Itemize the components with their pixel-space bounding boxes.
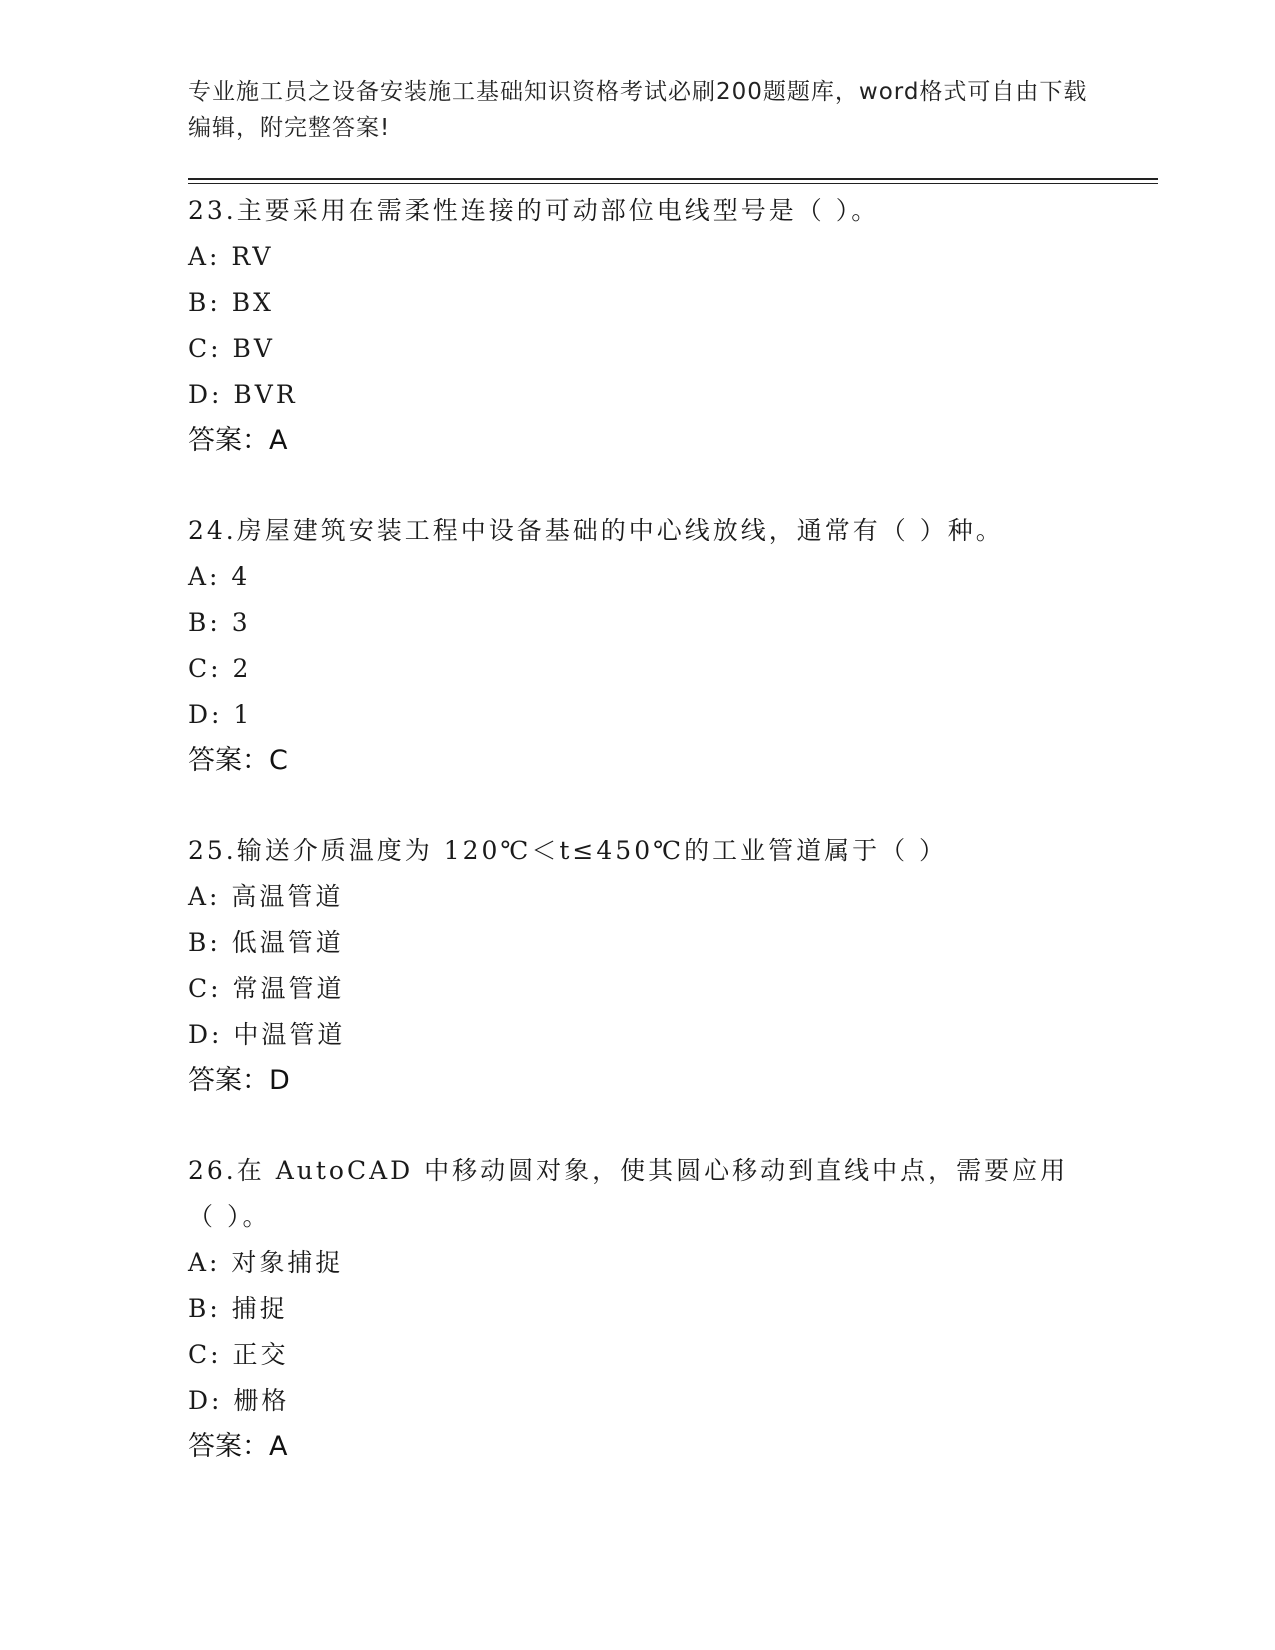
header-divider-thick bbox=[188, 178, 1158, 180]
answer-line: 答案：A bbox=[188, 425, 288, 456]
document-page bbox=[188, 0, 1158, 1650]
question-stem: 25.输送介质温度为 120℃＜t≤450℃的工业管道属于（ ） bbox=[188, 836, 948, 865]
option-d: D: 栅格 bbox=[188, 1386, 290, 1415]
document-header: 专业施工员之设备安装施工基础知识资格考试必刷200题题库，word格式可自由下载编辑，附完整答案! bbox=[188, 79, 1088, 141]
option-a: A: RV bbox=[188, 242, 274, 271]
option-a: A: 对象捕捉 bbox=[188, 1248, 344, 1277]
answer-line: 答案：A bbox=[188, 1431, 288, 1462]
answer-line: 答案：C bbox=[188, 745, 288, 776]
question-stem: 24.房屋建筑安装工程中设备基础的中心线放线，通常有（ ）种。 bbox=[188, 516, 1004, 545]
option-b: B: 3 bbox=[188, 608, 251, 637]
question-stem: 26.在 AutoCAD 中移动圆对象，使其圆心移动到直线中点，需要应用（ ）。 bbox=[188, 1156, 1069, 1231]
option-b: B: 捕捉 bbox=[188, 1294, 288, 1323]
header-divider-thin bbox=[188, 183, 1158, 184]
option-c: C: 2 bbox=[188, 654, 252, 683]
question-26 bbox=[188, 1148, 1088, 1470]
option-a: A: 4 bbox=[188, 562, 251, 591]
option-d: D: 1 bbox=[188, 700, 253, 729]
option-b: B: BX bbox=[188, 288, 274, 317]
question-24 bbox=[188, 508, 1088, 784]
question-23 bbox=[188, 188, 1088, 464]
option-c: C: 正交 bbox=[188, 1340, 289, 1369]
option-d: D: BVR bbox=[188, 380, 298, 409]
question-stem: 23.主要采用在需柔性连接的可动部位电线型号是（ ）。 bbox=[188, 196, 880, 225]
answer-line: 答案：D bbox=[188, 1065, 290, 1096]
option-d: D: 中温管道 bbox=[188, 1020, 346, 1049]
option-c: C: 常温管道 bbox=[188, 974, 345, 1003]
question-25 bbox=[188, 828, 1088, 1104]
option-b: B: 低温管道 bbox=[188, 928, 344, 957]
option-a: A: 高温管道 bbox=[188, 882, 344, 911]
option-c: C: BV bbox=[188, 334, 275, 363]
